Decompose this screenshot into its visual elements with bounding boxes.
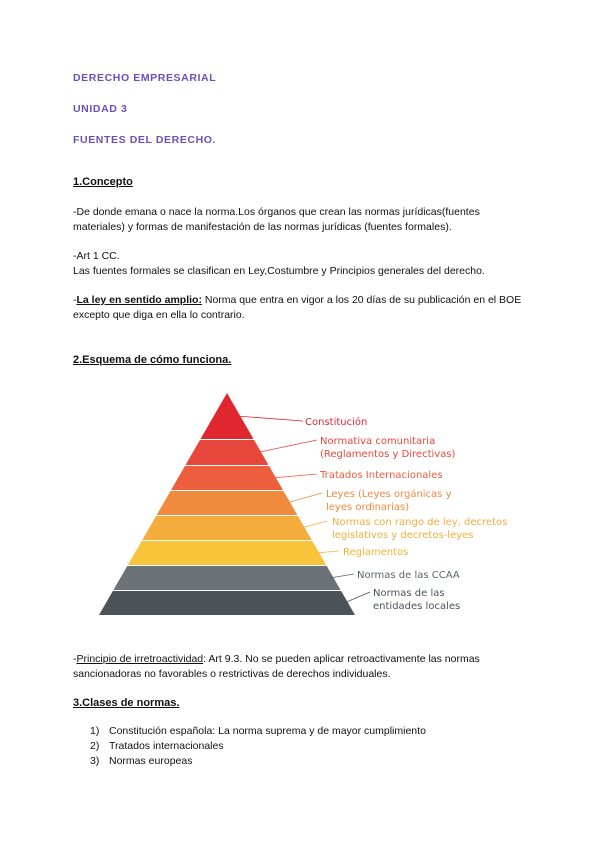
section2-heading: 2.Esquema de cómo funciona. (73, 354, 232, 366)
pyramid-leader-line (272, 474, 317, 478)
principle-text: : Art 9.3. No se pueden aplicar retroactivamente las normas sancionadoras no favorables o restrictivas de derechos individuales. (73, 653, 480, 680)
pyramid-label: Normas de las CCAA (357, 570, 460, 581)
norm-hierarchy-pyramid (0, 380, 600, 620)
ley-dash: - (73, 294, 77, 306)
section1-heading: 1.Concepto (73, 176, 133, 188)
pyramid-label: Normas con rango de ley, decretos (332, 517, 508, 528)
unit-title: UNIDAD 3 (73, 103, 128, 115)
list-item-text: Constitución española: La norma suprema y de mayor cumplimiento (109, 725, 426, 737)
pyramid-leader-line (344, 592, 370, 603)
pyramid-leader-line (286, 493, 322, 503)
principle-term: Principio de irretroactividad (76, 653, 204, 665)
list-item (90, 739, 426, 754)
topic-title: FUENTES DEL DERECHO. (73, 134, 217, 146)
pyramid-tier-2 (185, 440, 268, 465)
list-item-number: 1) (90, 725, 100, 737)
list-item-text: Normas europeas (109, 755, 193, 767)
pyramid-leader-line (330, 574, 354, 578)
pyramid-label: Reglamentos (343, 547, 409, 558)
pyramid-tier-4 (157, 491, 298, 515)
principle-dash: - (73, 653, 77, 665)
pyramid-tier-8 (99, 591, 355, 615)
pyramid-leader-line (236, 416, 303, 421)
list-item (90, 724, 426, 739)
pyramid-leader-line (301, 521, 327, 528)
course-title: DERECHO EMPRESARIAL (73, 72, 217, 84)
pyramid-label: Normas de las (373, 588, 445, 599)
art1-line: -Art 1 CC. (73, 250, 120, 262)
pyramid-label: Leyes (Leyes orgánicas y (326, 489, 452, 500)
pyramid-tier-6 (128, 541, 326, 565)
pyramid-label: (Reglamentos y Directivas) (320, 449, 456, 460)
pyramid-tier-3 (171, 466, 283, 490)
pyramid-leader-line (257, 440, 317, 453)
pyramid-tier-5 (142, 516, 312, 540)
pyramid-label: entidades locales (373, 601, 461, 612)
concept-paragraph: -De donde emana o nace la norma.Los órganos que crean las normas jurídicas(fuentes materiales) y formas de manifestación de las normas jurídicas (fuentes formales). (73, 206, 480, 233)
ley-text: Norma que entra en vigor a los 20 días de su publicación en el BOE excepto que diga en ella lo contrario. (73, 294, 522, 321)
irretroactivity-paragraph (73, 652, 533, 682)
list-item-text: Tratados internacionales (109, 740, 224, 752)
ley-term: La ley en sentido amplio: (76, 294, 202, 306)
pyramid-label: Tratados Internacionales (320, 470, 443, 481)
section3-heading: 3.Clases de normas. (73, 697, 180, 709)
sources-line: Las fuentes formales se clasifican en Ley,Costumbre y Principios generales del derecho. (73, 265, 485, 277)
pyramid-label: leyes ordinarias) (326, 502, 410, 513)
ley-paragraph (73, 293, 533, 323)
pyramid-leader-line (315, 551, 339, 553)
list-item-number: 2) (90, 740, 100, 752)
list-item (90, 754, 426, 769)
pyramid-tier-7 (113, 566, 340, 590)
list-item-number: 3) (90, 755, 100, 767)
pyramid-label: Constitución (305, 417, 368, 428)
pyramid-tier-1 (200, 393, 253, 439)
norm-classes-list (90, 724, 426, 769)
art1-paragraph (73, 249, 533, 279)
pyramid-label: Normativa comunitaria (320, 436, 436, 447)
pyramid-label: legislativos y decretos-leyes (332, 530, 474, 541)
